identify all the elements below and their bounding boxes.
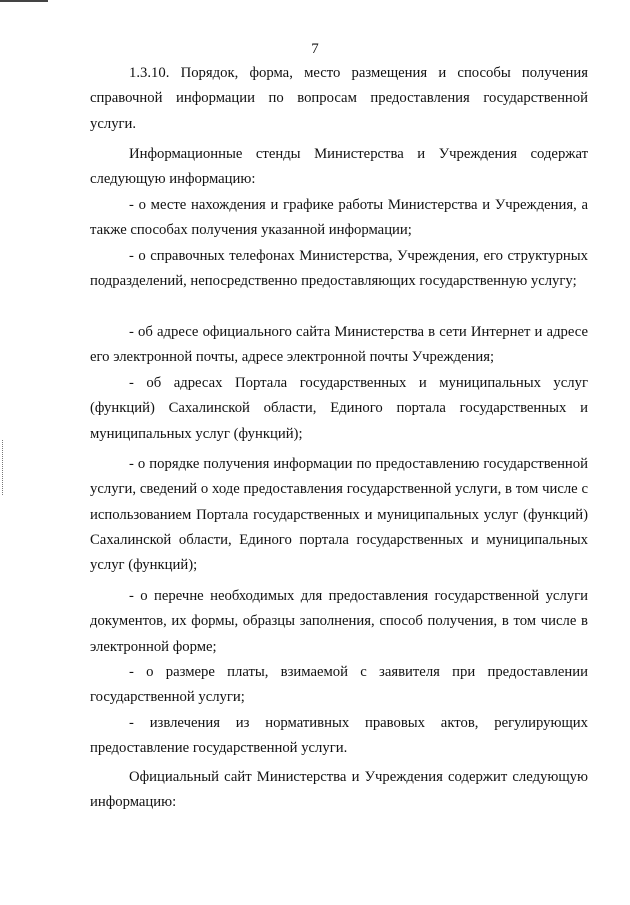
paragraph-item-fee: - о размере платы, взимаемой с заявителя при предоставлении государственной услуги; — [90, 664, 588, 706]
paragraph-item-location: - о месте нахождения и графике работы Министерства и Учреждения, а также способах получения указанной информации; — [90, 197, 588, 239]
scan-margin-marks — [2, 440, 5, 495]
paragraph-stands-intro: Информационные стенды Министерства и Учреждения содержат следующую информацию: — [90, 146, 588, 188]
paragraph-item-portals: - об адресах Портала государственных и муниципальных услуг (функций) Сахалинской области, Единого портала государственных и муниципальных услуг (функций); — [90, 375, 588, 442]
paragraph-item-procedure: - о порядке получения информации по предоставлению государственной услуги, сведений о ходе предоставления государственной услуги, в том числе с использованием Портала государственных и муниципальных услуг (функций) Сахалинской области, Единого портала государственных и муниципальных услуг (функций); — [90, 456, 588, 574]
paragraph-item-documents: - о перечне необходимых для предоставления государственной услуги документов, их формы, образцы заполнения, способ получения, в том числе в электронной форме; — [90, 588, 588, 655]
paragraph-website-intro: Официальный сайт Министерства и Учреждения содержит следующую информацию: — [90, 769, 588, 811]
paragraph-item-phones: - о справочных телефонах Министерства, Учреждения, его структурных подразделений, непосредственно предоставляющих государственную услугу; — [90, 248, 588, 290]
paragraph-section-title: 1.3.10. Порядок, форма, место размещения и способы получения справочной информации по вопросам предоставления государственной услуги. — [90, 65, 588, 132]
scan-edge-mark — [0, 0, 48, 2]
paragraph-item-extracts: - извлечения из нормативных правовых актов, регулирующих предоставление государственной услуги. — [90, 715, 588, 757]
paragraph-item-website: - об адресе официального сайта Министерства в сети Интернет и адресе его электронной почты, адресе электронной почты Учреждения; — [90, 324, 588, 366]
page-number: 7 — [311, 41, 319, 57]
